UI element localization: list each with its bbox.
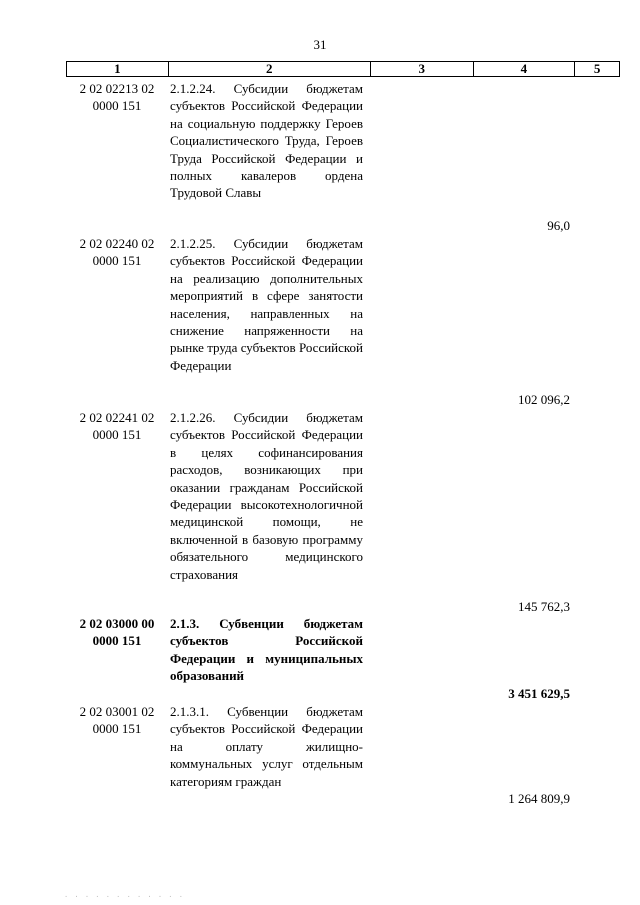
row-code: 2 02 02241 02 0000 151 (79, 410, 155, 442)
row-amount: 3 451 629,5 (508, 686, 570, 701)
row-description: 2.1.3.1. Субвенции бюджетам субъектов Российской Федерации на оплату жилищно-коммунальных услуг отдельным категориям граждан (170, 704, 363, 789)
row-code: 2 02 02240 02 0000 151 (79, 236, 155, 268)
row-code: 2 02 03000 00 0000 151 (79, 616, 155, 648)
row-amount: 1 264 809,9 (508, 791, 570, 806)
row-amount: 102 096,2 (518, 392, 570, 407)
row-description: 2.1.2.26. Субсидии бюджетам субъектов Российской Федерации в целях софинансирования расходов, возникающих при оказании гражданам Российской Федерации высокотехнологичной медицинской помощи, не включенной в базовую программу обязательного медицинского страхования (170, 410, 363, 582)
column-header-4: 4 (474, 62, 576, 76)
row-description: 2.1.2.25. Субсидии бюджетам субъектов Российской Федерации на реализацию дополнительных мероприятий в сфере занятости населения, направленных на снижение напряженности на рынке труда субъектов Российской Федерации (170, 236, 364, 373)
row-amount: 145 762,3 (518, 599, 570, 614)
column-header-1: 1 (67, 62, 169, 76)
row-description: 2.1.3. Субвенции бюджетам субъектов Российской Федерации и муниципальных образований (170, 616, 363, 684)
column-header-5: 5 (593, 61, 601, 76)
page-number: 31 (313, 37, 327, 52)
row-code: 2 02 03001 02 0000 151 (79, 704, 155, 736)
row-description: 2.1.2.24. Субсидии бюджетам субъектов Российской Федерации на социальную поддержку Героев Социалистического Труда, Героев Труда Российской Федерации и полных кавалеров ордена Трудовой Славы (170, 81, 363, 201)
column-header-3: 3 (371, 62, 474, 76)
table-header (66, 61, 620, 77)
scan-artifact: · · · · · · · · · · · · (64, 893, 184, 901)
row-code: 2 02 02213 02 0000 151 (79, 81, 155, 113)
row-amount: 96,0 (547, 218, 570, 233)
column-header-2: 2 (169, 62, 371, 76)
